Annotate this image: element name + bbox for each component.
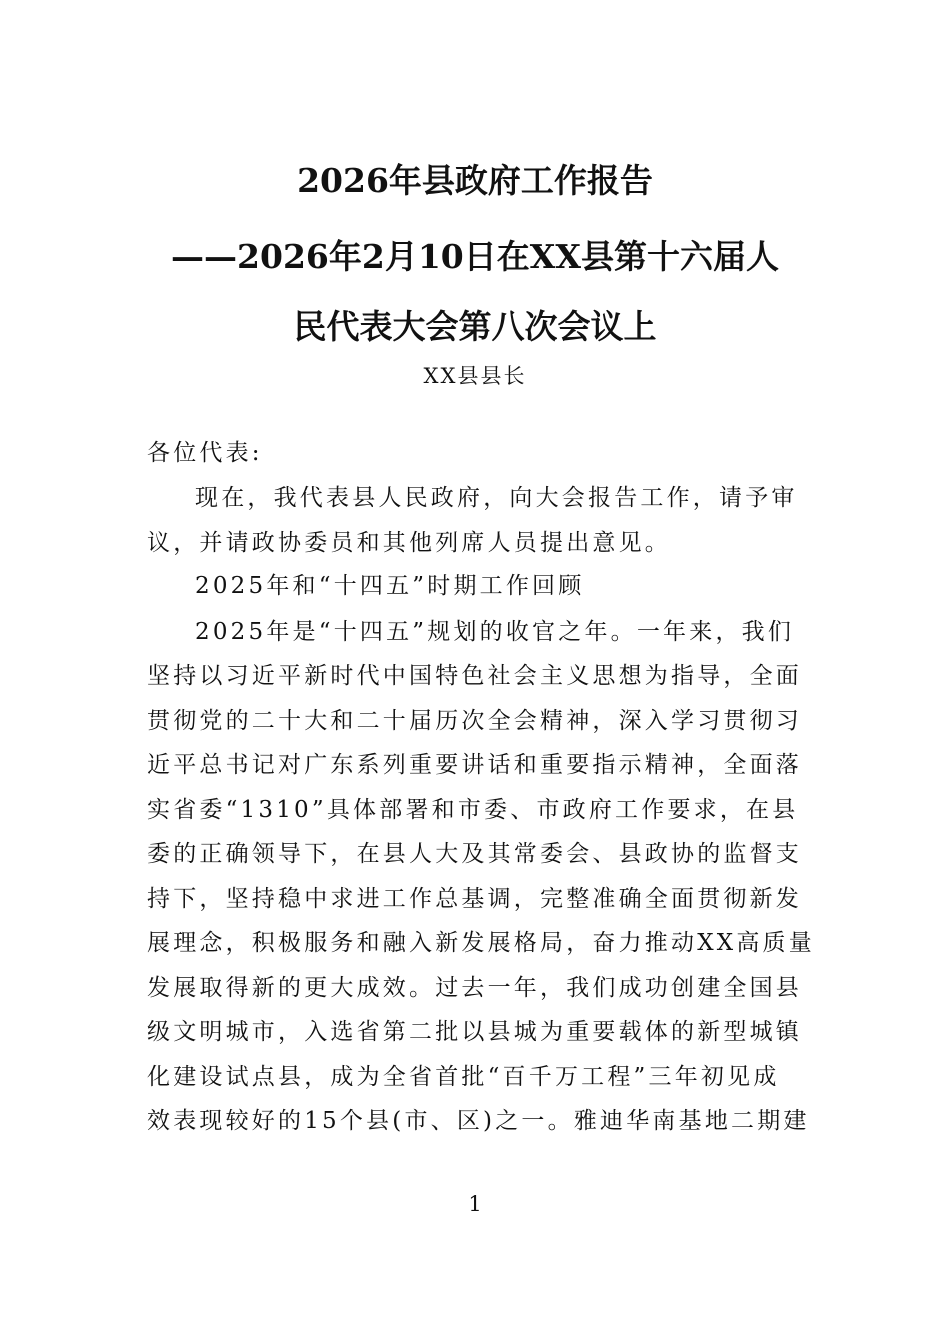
body-line: 贯彻党的二十大和二十届历次全会精神，深入学习贯彻习 xyxy=(147,708,802,734)
salutation: 各位代表: xyxy=(147,440,263,466)
body-line: 现在，我代表县人民政府，向大会报告工作，请予审 xyxy=(195,485,798,511)
body-line: 展理念，积极服务和融入新发展格局，奋力推动XX高质量 xyxy=(147,930,815,956)
section-heading: 2025年和“十四五”时期工作回顾 xyxy=(195,573,585,599)
title-line-2: ——2026年2月10日在XX县第十六届人 xyxy=(171,237,779,276)
page-number: 1 xyxy=(468,1192,482,1216)
body-line: 委的正确领导下，在县人大及其常委会、县政协的监督支 xyxy=(147,841,802,867)
body-line: 坚持以习近平新时代中国特色社会主义思想为指导，全面 xyxy=(147,663,802,689)
body-line: 效表现较好的15个县(市、区)之一。雅迪华南基地二期建 xyxy=(147,1108,810,1134)
body-line: 级文明城市，入选省第二批以县城为重要载体的新型城镇 xyxy=(147,1019,802,1045)
title-line-3: 民代表大会第八次会议上 xyxy=(293,307,657,346)
body-line: 持下，坚持稳中求进工作总基调，完整准确全面贯彻新发 xyxy=(147,886,802,912)
body-line: 实省委“1310”具体部署和市委、市政府工作要求，在县 xyxy=(147,797,799,823)
title-line-1: 2026年县政府工作报告 xyxy=(297,161,653,200)
author-line: XX县县长 xyxy=(423,364,527,388)
body-line: 发展取得新的更大成效。过去一年，我们成功创建全国县 xyxy=(147,975,802,1001)
body-line: 近平总书记对广东系列重要讲话和重要指示精神，全面落 xyxy=(147,752,802,778)
body-line: 议，并请政协委员和其他列席人员提出意见。 xyxy=(147,530,671,556)
body-line: 2025年是“十四五”规划的收官之年。一年来，我们 xyxy=(195,619,795,645)
body-line: 化建设试点县，成为全省首批“百千万工程”三年初见成 xyxy=(147,1064,780,1090)
